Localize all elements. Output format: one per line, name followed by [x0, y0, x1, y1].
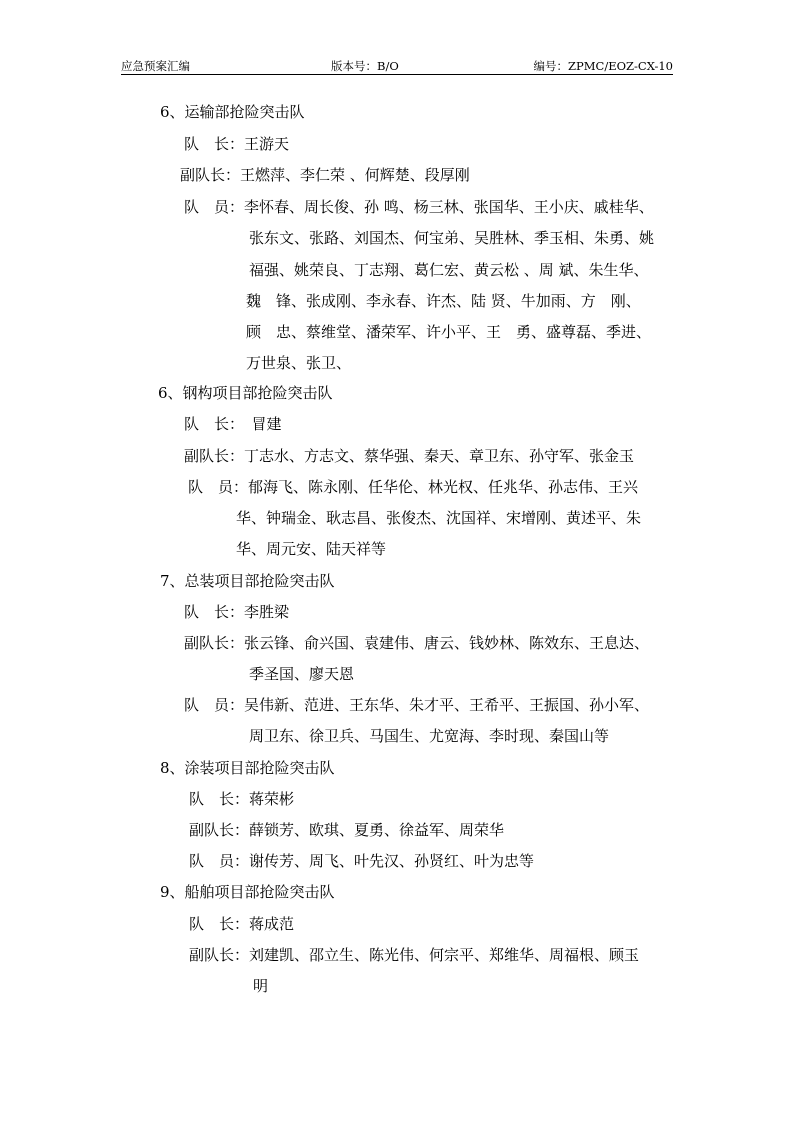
deputy-leaders: 副队长：丁志水、方志文、蔡华强、秦天、章卫东、孙守军、张金玉	[184, 447, 635, 465]
deputy-leaders-cont: 明	[253, 977, 269, 995]
deputy-leaders: 副队长：张云锋、俞兴国、袁建伟、唐云、钱妙林、陈效东、王息达、	[184, 634, 650, 652]
section-title: 6、钢构项目部抢险突击队	[158, 384, 333, 402]
deputy-leaders-cont: 季圣国、廖天恩	[249, 665, 355, 683]
section-title: 7、总装项目部抢险突击队	[160, 572, 335, 590]
section-title: 6、运输部抢险突击队	[160, 103, 305, 121]
team-members-cont: 周卫东、徐卫兵、马国生、尤宽海、李时现、秦国山等	[249, 727, 610, 745]
team-members: 队 员：谢传芳、周飞、叶先汉、孙贤红、叶为忠等	[189, 852, 535, 870]
section-title: 8、涂装项目部抢险突击队	[160, 759, 335, 777]
team-leader: 队 长：蒋成范	[189, 915, 295, 933]
team-leader: 队 长：王游天	[184, 135, 290, 153]
team-members-cont: 魏 锋、张成刚、李永春、许杰、陆 贤、牛加雨、方 刚、	[246, 292, 641, 310]
team-leader: 队 长： 冒建	[184, 415, 282, 433]
team-members-cont: 顾 忠、蔡维堂、潘荣军、许小平、王 勇、盛尊磊、季进、	[246, 323, 652, 341]
team-leader: 队 长：李胜梁	[184, 603, 290, 621]
page-header	[121, 56, 673, 75]
team-leader: 队 长：蒋荣彬	[189, 790, 295, 808]
team-members: 队 员：吴伟新、范进、王东华、朱才平、王希平、王振国、孙小军、	[184, 696, 650, 714]
header-doc-title: 应急预案汇编	[121, 59, 190, 73]
deputy-leaders: 副队长：薛锁芳、欧琪、夏勇、徐益军、周荣华	[189, 821, 505, 839]
team-members: 队 员：郁海飞、陈永刚、任华伦、林光权、任兆华、孙志伟、王兴	[188, 478, 639, 496]
deputy-leaders: 副队长：王燃萍、李仁荣 、何辉楚、段厚刚	[180, 166, 470, 184]
deputy-leaders: 副队长：刘建凯、邵立生、陈光伟、何宗平、郑维华、周福根、顾玉	[189, 946, 640, 964]
team-members-cont: 华、周元安、陆天祥等	[236, 540, 387, 558]
header-doc-code: 编号：ZPMC/EOZ-CX-10	[533, 59, 673, 73]
team-members-cont: 福强、姚荣良、丁志翔、葛仁宏、黄云松 、周 斌、朱生华、	[249, 261, 649, 279]
header-version: 版本号：B/O	[331, 59, 399, 73]
team-members-cont: 万世泉、张卫、	[246, 354, 352, 372]
team-members-cont: 张东文、张路、刘国杰、何宝弟、吴胜林、季玉相、朱勇、姚	[249, 229, 655, 247]
section-title: 9、船舶项目部抢险突击队	[160, 883, 335, 901]
team-members-cont: 华、钟瑞金、耿志昌、张俊杰、沈国祥、宋增刚、黄述平、朱	[236, 509, 642, 527]
team-members: 队 员：李怀春、周长俊、孙 鸣、杨三林、张国华、王小庆、戚桂华、	[184, 198, 654, 216]
